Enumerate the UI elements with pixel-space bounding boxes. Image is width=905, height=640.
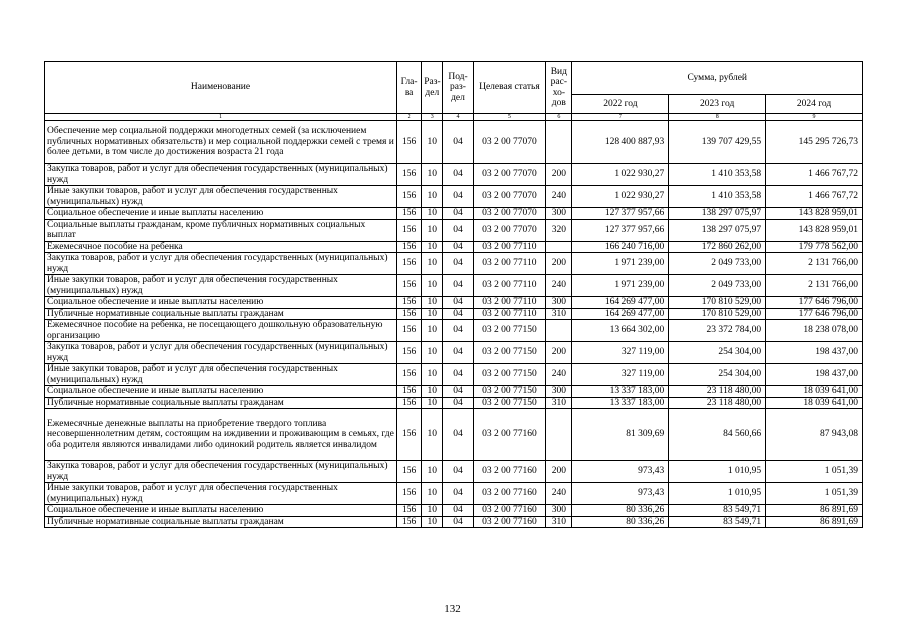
row-subsection: 04 xyxy=(443,241,473,253)
row-sum-2022: 81 309,69 xyxy=(572,409,669,461)
row-chapter: 156 xyxy=(397,186,422,208)
table-row xyxy=(45,297,863,309)
row-sum-2024: 1 051,39 xyxy=(766,483,863,505)
row-sum-2024: 198 437,00 xyxy=(766,364,863,386)
row-expense-type: 310 xyxy=(546,516,572,528)
header-subsection: Под-раз-дел xyxy=(443,62,473,114)
row-target-article: 03 2 00 77110 xyxy=(473,297,546,309)
row-subsection: 04 xyxy=(443,409,473,461)
row-subsection: 04 xyxy=(443,275,473,297)
row-section: 10 xyxy=(422,409,443,461)
row-target-article: 03 2 00 77160 xyxy=(473,516,546,528)
page-number: 132 xyxy=(444,603,461,615)
row-sum-2023: 83 549,71 xyxy=(669,516,766,528)
header-year-2022: 2022 год xyxy=(572,95,669,114)
row-target-article: 03 2 00 77150 xyxy=(473,342,546,364)
col-number: 2 xyxy=(397,114,422,121)
row-sum-2022: 164 269 477,00 xyxy=(572,308,669,320)
row-subsection: 04 xyxy=(443,397,473,409)
row-expense-type: 240 xyxy=(546,275,572,297)
row-target-article: 03 2 00 77110 xyxy=(473,253,546,275)
row-sum-2024: 2 131 766,00 xyxy=(766,253,863,275)
row-sum-2024: 18 238 078,00 xyxy=(766,320,863,342)
row-sum-2024: 198 437,00 xyxy=(766,342,863,364)
row-expense-type: 200 xyxy=(546,461,572,483)
row-section: 10 xyxy=(422,320,443,342)
row-target-article: 03 2 00 77070 xyxy=(473,121,546,164)
row-name: Публичные нормативные социальные выплаты гражданам xyxy=(45,308,397,320)
row-sum-2023: 84 560,66 xyxy=(669,409,766,461)
row-chapter: 156 xyxy=(397,483,422,505)
row-target-article: 03 2 00 77160 xyxy=(473,461,546,483)
table-row xyxy=(45,241,863,253)
row-name: Социальное обеспечение и иные выплаты населению xyxy=(45,208,397,220)
row-sum-2022: 1 971 239,00 xyxy=(572,275,669,297)
row-section: 10 xyxy=(422,164,443,186)
row-section: 10 xyxy=(422,275,443,297)
row-expense-type: 200 xyxy=(546,342,572,364)
col-number: 7 xyxy=(572,114,669,121)
row-sum-2024: 1 051,39 xyxy=(766,461,863,483)
row-target-article: 03 2 00 77070 xyxy=(473,186,546,208)
row-name: Обеспечение мер социальной поддержки многодетных семей (за исключением публичных нормативных обязательств) и мер социальной поддержки семей с тремя и более детьми, в том числе до достижения возраста 21 года xyxy=(45,121,397,164)
table-row xyxy=(45,164,863,186)
col-number: 6 xyxy=(546,114,572,121)
row-name: Иные закупки товаров, работ и услуг для обеспечения государственных (муниципальных) нужд xyxy=(45,275,397,297)
table-header xyxy=(45,62,863,121)
row-expense-type xyxy=(546,121,572,164)
row-subsection: 04 xyxy=(443,461,473,483)
row-sum-2024: 87 943,08 xyxy=(766,409,863,461)
table-row xyxy=(45,320,863,342)
row-expense-type xyxy=(546,320,572,342)
row-section: 10 xyxy=(422,308,443,320)
row-target-article: 03 2 00 77070 xyxy=(473,219,546,241)
row-target-article: 03 2 00 77150 xyxy=(473,320,546,342)
budget-table xyxy=(44,61,863,528)
row-subsection: 04 xyxy=(443,308,473,320)
row-sum-2024: 1 466 767,72 xyxy=(766,164,863,186)
row-sum-2024: 2 131 766,00 xyxy=(766,275,863,297)
row-name: Иные закупки товаров, работ и услуг для обеспечения государственных (муниципальных) нужд xyxy=(45,483,397,505)
table-row xyxy=(45,516,863,528)
row-sum-2023: 23 118 480,00 xyxy=(669,397,766,409)
header-section: Раз-дел xyxy=(422,62,443,114)
table-row xyxy=(45,121,863,164)
row-chapter: 156 xyxy=(397,397,422,409)
row-section: 10 xyxy=(422,241,443,253)
row-section: 10 xyxy=(422,219,443,241)
col-number: 9 xyxy=(766,114,863,121)
row-expense-type: 300 xyxy=(546,208,572,220)
col-number: 4 xyxy=(443,114,473,121)
table-row xyxy=(45,483,863,505)
row-sum-2022: 327 119,00 xyxy=(572,364,669,386)
row-expense-type: 240 xyxy=(546,186,572,208)
row-section: 10 xyxy=(422,461,443,483)
row-chapter: 156 xyxy=(397,121,422,164)
row-sum-2024: 1 466 767,72 xyxy=(766,186,863,208)
table-row xyxy=(45,219,863,241)
row-target-article: 03 2 00 77070 xyxy=(473,164,546,186)
row-target-article: 03 2 00 77110 xyxy=(473,308,546,320)
row-sum-2022: 1 971 239,00 xyxy=(572,253,669,275)
row-target-article: 03 2 00 77150 xyxy=(473,386,546,398)
table-row xyxy=(45,364,863,386)
row-sum-2024: 18 039 641,00 xyxy=(766,397,863,409)
row-sum-2022: 80 336,26 xyxy=(572,516,669,528)
row-subsection: 04 xyxy=(443,364,473,386)
row-section: 10 xyxy=(422,386,443,398)
table-row xyxy=(45,342,863,364)
row-target-article: 03 2 00 77160 xyxy=(473,483,546,505)
table-row xyxy=(45,253,863,275)
row-expense-type: 300 xyxy=(546,386,572,398)
row-subsection: 04 xyxy=(443,219,473,241)
row-sum-2023: 254 304,00 xyxy=(669,364,766,386)
header-year-2023: 2023 год xyxy=(669,95,766,114)
row-target-article: 03 2 00 77150 xyxy=(473,364,546,386)
row-expense-type: 200 xyxy=(546,253,572,275)
row-sum-2022: 80 336,26 xyxy=(572,505,669,517)
row-section: 10 xyxy=(422,208,443,220)
row-target-article: 03 2 00 77070 xyxy=(473,208,546,220)
row-name: Закупка товаров, работ и услуг для обеспечения государственных (муниципальных) нужд xyxy=(45,461,397,483)
row-section: 10 xyxy=(422,121,443,164)
row-chapter: 156 xyxy=(397,308,422,320)
row-target-article: 03 2 00 77110 xyxy=(473,275,546,297)
row-sum-2023: 138 297 075,97 xyxy=(669,208,766,220)
table-row xyxy=(45,308,863,320)
row-sum-2023: 254 304,00 xyxy=(669,342,766,364)
row-subsection: 04 xyxy=(443,320,473,342)
row-sum-2023: 170 810 529,00 xyxy=(669,297,766,309)
row-sum-2023: 23 372 784,00 xyxy=(669,320,766,342)
row-sum-2023: 1 410 353,58 xyxy=(669,164,766,186)
row-subsection: 04 xyxy=(443,342,473,364)
row-target-article: 03 2 00 77160 xyxy=(473,505,546,517)
row-sum-2023: 1 410 353,58 xyxy=(669,186,766,208)
row-sum-2023: 139 707 429,55 xyxy=(669,121,766,164)
row-chapter: 156 xyxy=(397,164,422,186)
row-subsection: 04 xyxy=(443,505,473,517)
row-sum-2022: 1 022 930,27 xyxy=(572,186,669,208)
row-chapter: 156 xyxy=(397,461,422,483)
row-chapter: 156 xyxy=(397,219,422,241)
table-row xyxy=(45,186,863,208)
row-chapter: 156 xyxy=(397,505,422,517)
row-expense-type xyxy=(546,409,572,461)
row-subsection: 04 xyxy=(443,186,473,208)
row-name: Ежемесячное пособие на ребенка, не посещающего дошкольную образовательную организацию xyxy=(45,320,397,342)
row-subsection: 04 xyxy=(443,164,473,186)
row-sum-2023: 23 118 480,00 xyxy=(669,386,766,398)
col-number: 1 xyxy=(45,114,397,121)
row-target-article: 03 2 00 77150 xyxy=(473,397,546,409)
row-sum-2022: 1 022 930,27 xyxy=(572,164,669,186)
row-sum-2022: 13 664 302,00 xyxy=(572,320,669,342)
row-sum-2022: 128 400 887,93 xyxy=(572,121,669,164)
row-sum-2024: 179 778 562,00 xyxy=(766,241,863,253)
row-section: 10 xyxy=(422,342,443,364)
row-expense-type: 300 xyxy=(546,505,572,517)
row-sum-2022: 127 377 957,66 xyxy=(572,208,669,220)
row-sum-2024: 143 828 959,01 xyxy=(766,219,863,241)
row-chapter: 156 xyxy=(397,342,422,364)
row-sum-2024: 86 891,69 xyxy=(766,505,863,517)
row-chapter: 156 xyxy=(397,409,422,461)
header-expense-type: Вид рас-хо-дов xyxy=(546,62,572,114)
row-sum-2022: 973,43 xyxy=(572,461,669,483)
row-sum-2022: 13 337 183,00 xyxy=(572,386,669,398)
row-sum-2022: 13 337 183,00 xyxy=(572,397,669,409)
table-row xyxy=(45,397,863,409)
row-chapter: 156 xyxy=(397,208,422,220)
row-expense-type: 300 xyxy=(546,297,572,309)
col-number: 5 xyxy=(473,114,546,121)
row-sum-2023: 172 860 262,00 xyxy=(669,241,766,253)
row-sum-2023: 83 549,71 xyxy=(669,505,766,517)
row-name: Закупка товаров, работ и услуг для обеспечения государственных (муниципальных) нужд xyxy=(45,342,397,364)
header-year-2024: 2024 год xyxy=(766,95,863,114)
row-expense-type: 200 xyxy=(546,164,572,186)
row-expense-type xyxy=(546,241,572,253)
table-row xyxy=(45,461,863,483)
row-chapter: 156 xyxy=(397,253,422,275)
row-expense-type: 320 xyxy=(546,219,572,241)
row-sum-2023: 138 297 075,97 xyxy=(669,219,766,241)
row-name: Закупка товаров, работ и услуг для обеспечения государственных (муниципальных) нужд xyxy=(45,253,397,275)
row-sum-2022: 127 377 957,66 xyxy=(572,219,669,241)
row-section: 10 xyxy=(422,253,443,275)
row-section: 10 xyxy=(422,397,443,409)
row-sum-2023: 170 810 529,00 xyxy=(669,308,766,320)
row-expense-type: 240 xyxy=(546,483,572,505)
row-name: Социальные выплаты гражданам, кроме публичных нормативных социальных выплат xyxy=(45,219,397,241)
col-number: 3 xyxy=(422,114,443,121)
row-sum-2022: 166 240 716,00 xyxy=(572,241,669,253)
row-subsection: 04 xyxy=(443,516,473,528)
row-sum-2023: 1 010,95 xyxy=(669,483,766,505)
row-name: Иные закупки товаров, работ и услуг для обеспечения государственных (муниципальных) нужд xyxy=(45,186,397,208)
row-sum-2024: 145 295 726,73 xyxy=(766,121,863,164)
row-chapter: 156 xyxy=(397,386,422,398)
header-target-article: Целевая статья xyxy=(473,62,546,114)
row-sum-2022: 327 119,00 xyxy=(572,342,669,364)
row-expense-type: 310 xyxy=(546,397,572,409)
row-chapter: 156 xyxy=(397,297,422,309)
row-section: 10 xyxy=(422,186,443,208)
table-row xyxy=(45,386,863,398)
row-chapter: 156 xyxy=(397,516,422,528)
col-number: 8 xyxy=(669,114,766,121)
row-target-article: 03 2 00 77160 xyxy=(473,409,546,461)
table-row xyxy=(45,409,863,461)
row-name: Публичные нормативные социальные выплаты гражданам xyxy=(45,397,397,409)
row-sum-2023: 2 049 733,00 xyxy=(669,253,766,275)
row-subsection: 04 xyxy=(443,386,473,398)
row-expense-type: 240 xyxy=(546,364,572,386)
row-subsection: 04 xyxy=(443,297,473,309)
table-row xyxy=(45,208,863,220)
row-name: Иные закупки товаров, работ и услуг для обеспечения государственных (муниципальных) нужд xyxy=(45,364,397,386)
row-sum-2023: 1 010,95 xyxy=(669,461,766,483)
row-chapter: 156 xyxy=(397,364,422,386)
header-chapter: Гла-ва xyxy=(397,62,422,114)
row-name: Публичные нормативные социальные выплаты гражданам xyxy=(45,516,397,528)
budget-table-page xyxy=(44,61,863,528)
table-row xyxy=(45,505,863,517)
row-section: 10 xyxy=(422,505,443,517)
row-sum-2024: 177 646 796,00 xyxy=(766,308,863,320)
row-chapter: 156 xyxy=(397,320,422,342)
row-sum-2024: 18 039 641,00 xyxy=(766,386,863,398)
row-sum-2024: 86 891,69 xyxy=(766,516,863,528)
row-sum-2023: 2 049 733,00 xyxy=(669,275,766,297)
row-name: Закупка товаров, работ и услуг для обеспечения государственных (муниципальных) нужд xyxy=(45,164,397,186)
row-name: Социальное обеспечение и иные выплаты населению xyxy=(45,386,397,398)
row-expense-type: 310 xyxy=(546,308,572,320)
header-sum: Сумма, рублей xyxy=(572,62,863,95)
row-target-article: 03 2 00 77110 xyxy=(473,241,546,253)
row-sum-2022: 164 269 477,00 xyxy=(572,297,669,309)
row-subsection: 04 xyxy=(443,483,473,505)
row-chapter: 156 xyxy=(397,275,422,297)
row-section: 10 xyxy=(422,516,443,528)
table-body xyxy=(45,121,863,528)
row-name: Ежемесячные денежные выплаты на приобретение твердого топлива несовершеннолетним детям, состоящим на иждивении и проживающим в семьях, где оба родителя являются инвалидами либо одинокий родитель является инвалидом xyxy=(45,409,397,461)
row-sum-2024: 177 646 796,00 xyxy=(766,297,863,309)
row-subsection: 04 xyxy=(443,121,473,164)
row-chapter: 156 xyxy=(397,241,422,253)
row-subsection: 04 xyxy=(443,208,473,220)
row-sum-2024: 143 828 959,01 xyxy=(766,208,863,220)
row-name: Ежемесячное пособие на ребенка xyxy=(45,241,397,253)
table-row xyxy=(45,275,863,297)
row-name: Социальное обеспечение и иные выплаты населению xyxy=(45,505,397,517)
row-name: Социальное обеспечение и иные выплаты населению xyxy=(45,297,397,309)
row-section: 10 xyxy=(422,297,443,309)
row-section: 10 xyxy=(422,483,443,505)
row-subsection: 04 xyxy=(443,253,473,275)
header-name: Наименование xyxy=(45,62,397,114)
row-sum-2022: 973,43 xyxy=(572,483,669,505)
row-section: 10 xyxy=(422,364,443,386)
